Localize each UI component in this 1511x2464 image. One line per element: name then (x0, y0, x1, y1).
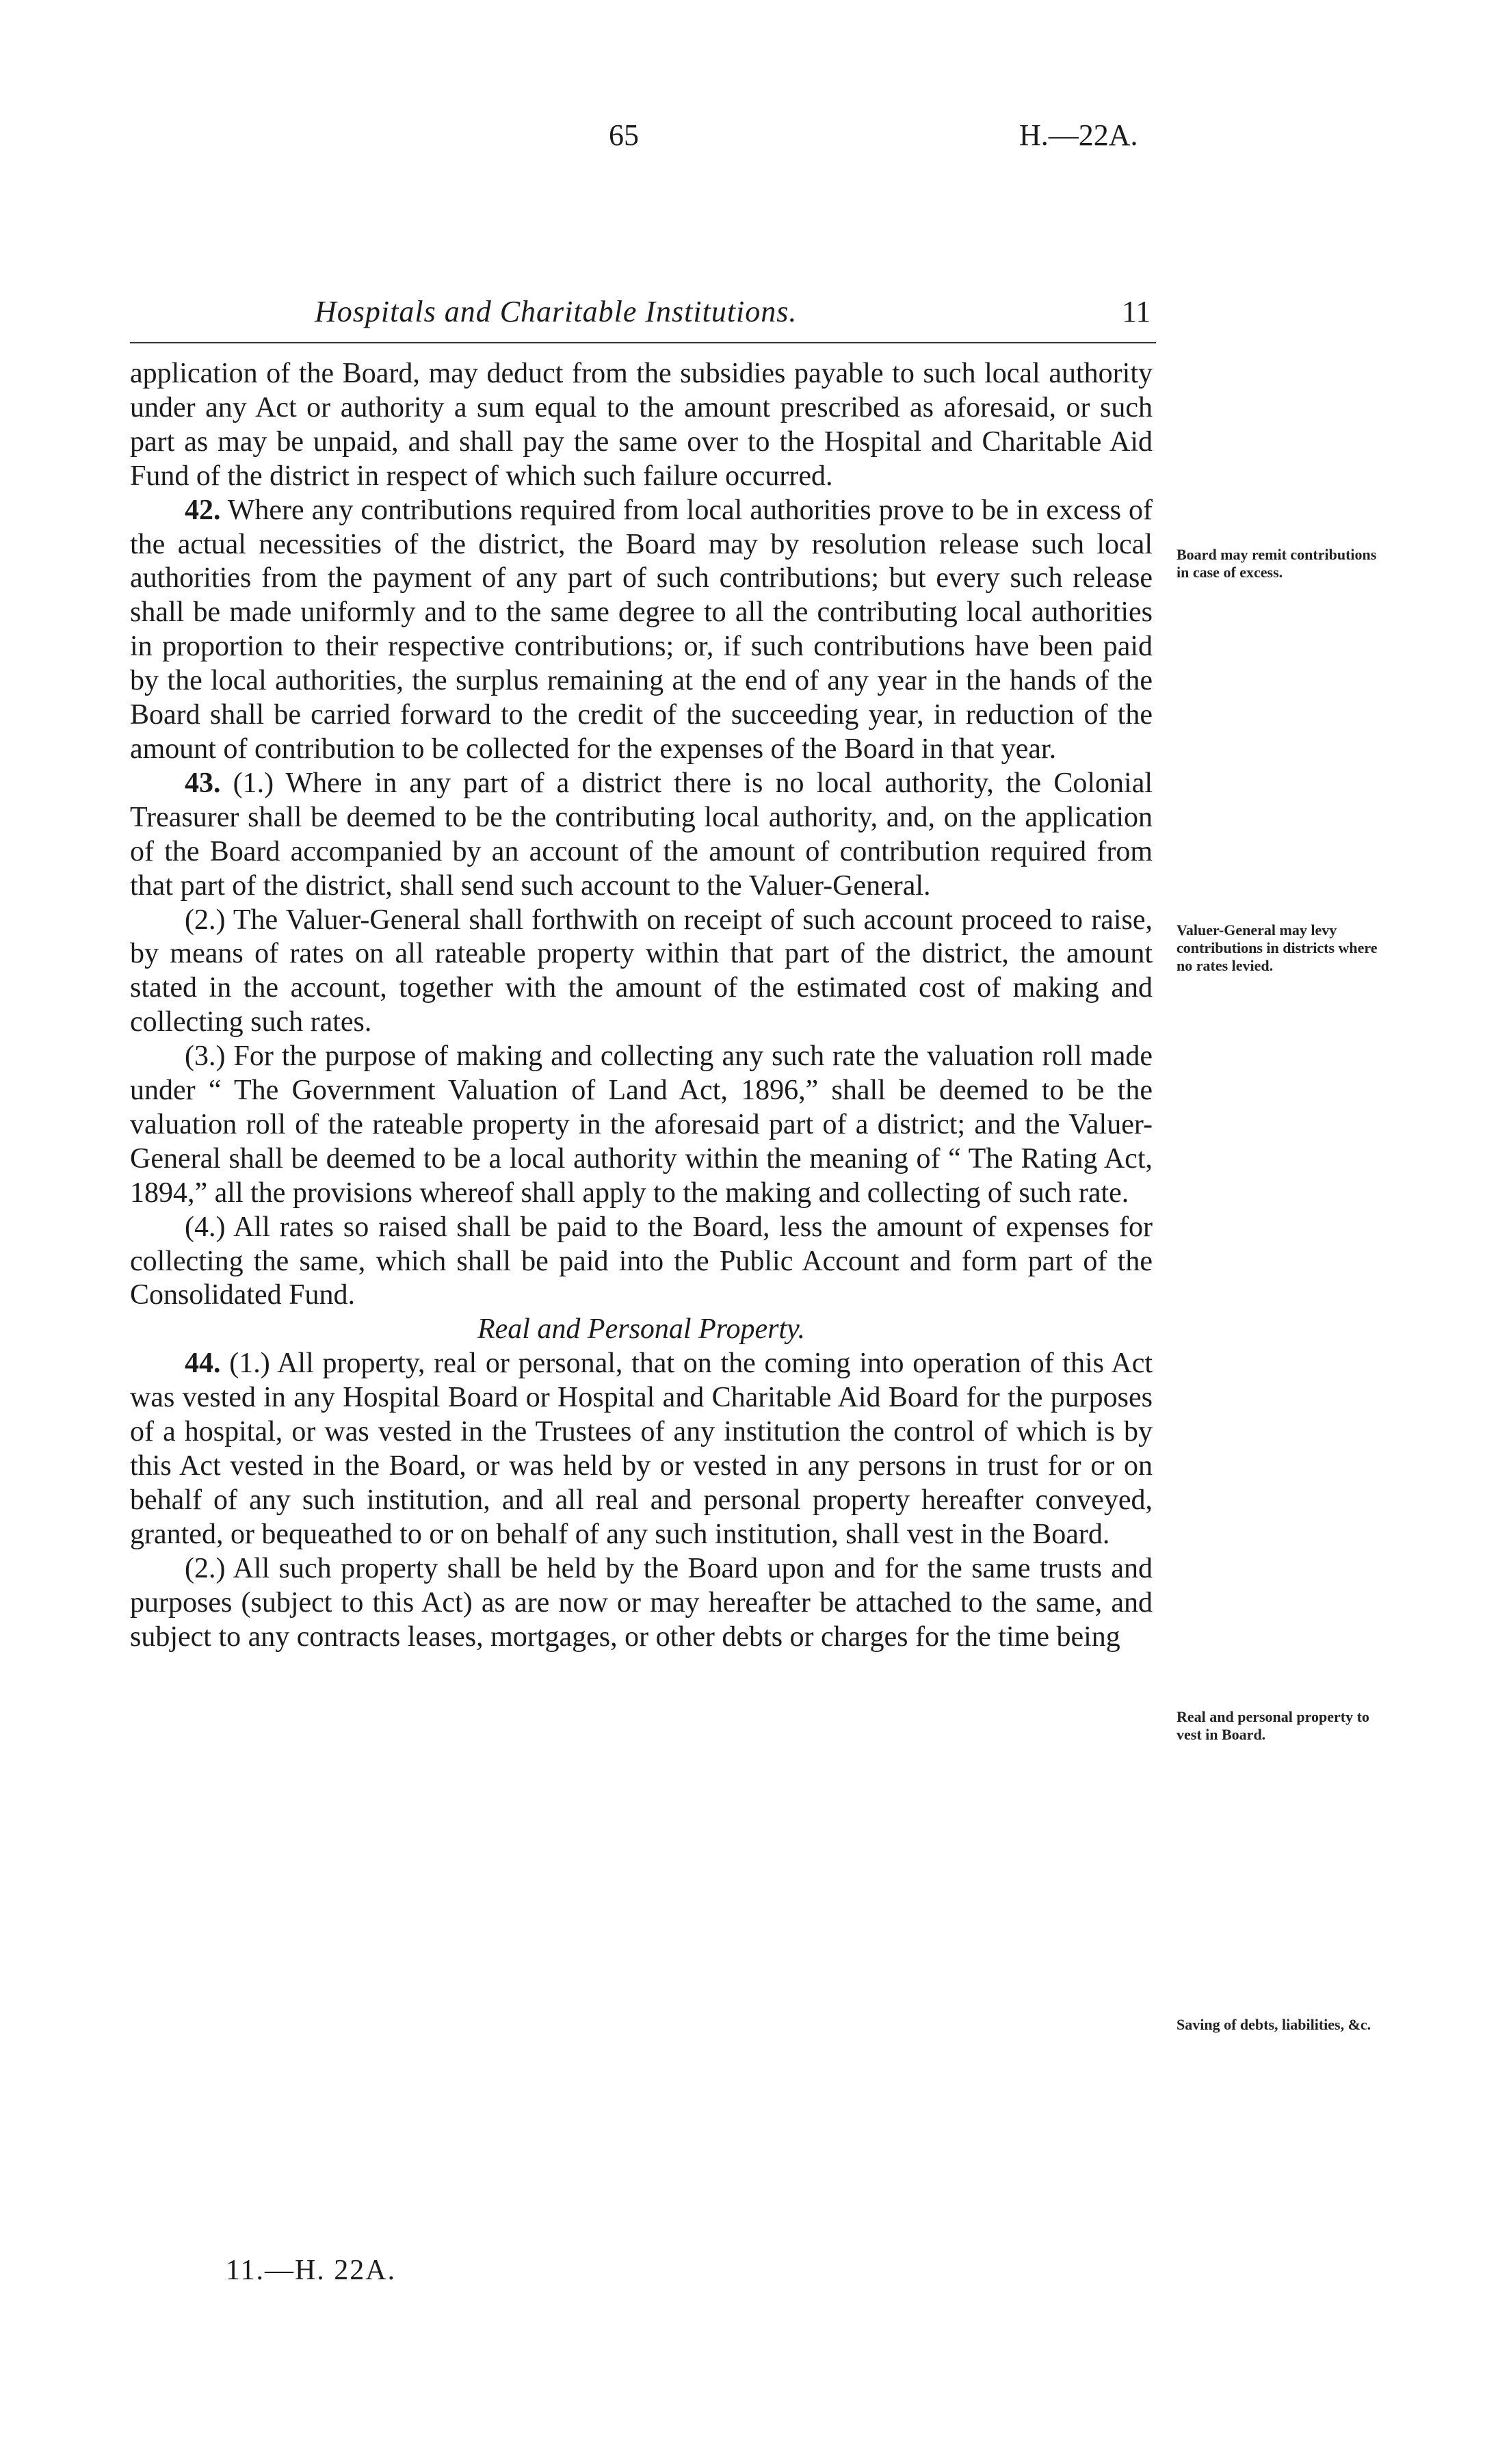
margin-note-valuer-general: Valuer-General may levy contributions in districts where no rates levied. (1177, 921, 1378, 974)
margin-note-property: Real and personal property to vest in Board. (1177, 1708, 1369, 1743)
page-number: 65 (609, 118, 639, 152)
section-43-3: (3.) For the purpose of making and collecting any such rate the valuation roll made under “ The Government Valuation of Land Act, 1896,” shall be deemed to be the valuation roll of the rateable property in the aforesaid part of a district; and the Valuer-General shall be deemed to be a local authority within the meaning of “ The Rating Act, 1894,” all the provisions whereof shall apply to the making and collecting of such rate. (130, 1040, 1153, 1209)
section-42: 42. Where any contributions required from local authorities prove to be in excess of the actual necessities of the district, the Board may by resolution release such local authorities from the payment of any part of such contributions; but every such release shall be made uniformly and to the same degree to all the contributing local authorities in proportion to their respective contributions; or, if such contributions have been paid by the local authorities, the surplus remaining at the end of any year in the hands of the Board shall be carried forward to the credit of the succeeding year, in reduction of the amount of contribution to be collected for the expenses of the Board in that year. (130, 494, 1153, 765)
section-43-1: 43. (1.) Where in any part of a district there is no local authority, the Colonial Treasurer shall be deemed to be the contributing local authority, and, on the application of the Board accompanied by an account of the amount of contribution required from that part of the district, shall send such account to the Valuer-General. (130, 767, 1153, 902)
paragraph: application of the Board, may deduct from the subsidies payable to such local authority under any Act or authority a sum equal to the amount prescribed as aforesaid, or such part as may be unpaid, and shall pay the same over to the Hospital and Charitable Aid Fund of the district in respect of which such failure occurred. (130, 358, 1153, 492)
paper-reference: H.—22A. (1019, 118, 1138, 152)
margin-note-debts: Saving of debts, liabilities, &c. (1177, 2016, 1371, 2033)
signature-mark: 11.—H. 22A. (226, 2255, 397, 2286)
running-title: Hospitals and Charitable Institutions. (315, 295, 798, 328)
section-44-2: (2.) All such property shall be held by the Board upon and for the same trusts and purposes (subject to this Act) as are now or may hereafter be attached to the same, and subject to any contracts leases, mortgages, or other debts or charges for the time being (130, 1552, 1153, 1653)
section-number: 44. (185, 1348, 221, 1380)
section-43-2: (2.) The Valuer-General shall forthwith on receipt of such account proceed to raise, by means of rates on all rateable property within that part of the district, the amount stated in the account, together with the amount of the estimated cost of making and collecting such rates. (130, 904, 1153, 1038)
header-rule (130, 342, 1156, 343)
section-number: 43. (185, 767, 221, 799)
body-text (130, 357, 1153, 1654)
running-page-number: 11 (1122, 295, 1151, 328)
section-43-4: (4.) All rates so raised shall be paid to the Board, less the amount of expenses for collecting the same, which shall be paid into the Public Account and form part of the Consolidated Fund. (130, 1211, 1153, 1311)
section-44-1: 44. (1.) All property, real or personal, that on the coming into operation of this Act was vested in any Hospital Board or Hospital and Charitable Aid Board for the purposes of a hospital, or was vested in the Trustees of any institution the control of which is by this Act vested in the Board, or was held by or vested in any persons in trust for or on behalf of any such institution, and all real and personal property hereafter conveyed, granted, or bequeathed to or on behalf of any such institution, shall vest in the Board. (130, 1348, 1153, 1550)
section-number: 42. (185, 494, 221, 526)
margin-note-remit: Board may remit contributions in case of excess. (1177, 546, 1377, 581)
subheading: Real and Personal Property. (477, 1313, 806, 1346)
